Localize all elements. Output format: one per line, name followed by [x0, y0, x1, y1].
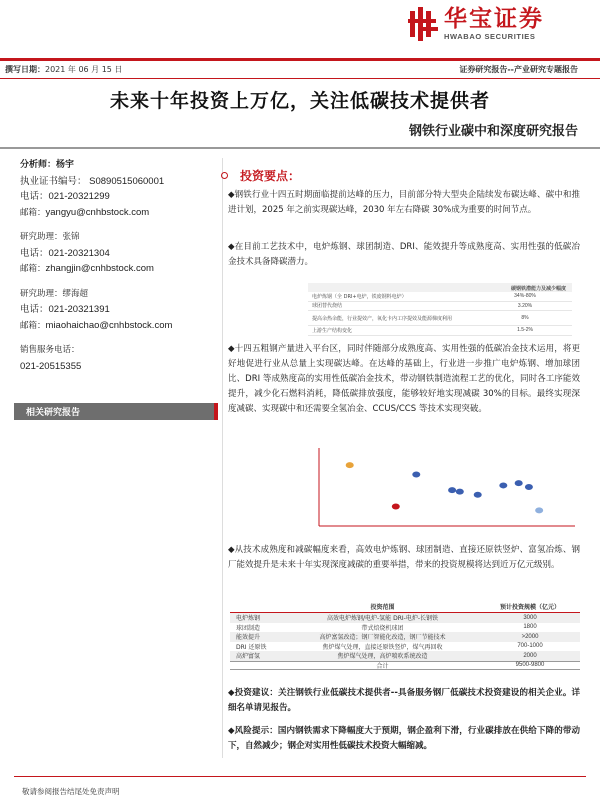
- scatter-point: [515, 480, 523, 486]
- footer-rule: [14, 776, 586, 777]
- column-divider: [222, 158, 223, 758]
- table-row: 能效提升 高炉富氢改造；钢厂智能化改造，钢厂节能技术 >2000: [230, 632, 580, 642]
- scatter-point: [392, 504, 400, 510]
- title-rule: [0, 147, 600, 149]
- table-total-row: 合计 9500-9800: [230, 661, 580, 671]
- point-3: ◆十四五粗钢产量进入平台区，同时伴随部分成熟度高、实用性强的低碳冶金技术运用，将更好地促进行业从总量上实现碳达峰。在达峰的基础上，行业进一步推广电炉炼钢、增加球团比、DRI 等成熟度高的实用性低碳冶金技术，带动钢铁制造流程工艺的优化，同时各工序能效提升，减少化石燃料消耗，降低碳排放强度，能够较好地实现减碳 30%的目标。最终实现深度减碳、实现碳中和还需要全氢冶金、CCUS/CCS 等技术实现突破。: [228, 344, 580, 414]
- point-4: ◆从技术成熟度和减碳幅度来看，高效电炉炼钢、球团制造、直接还原铁竖炉、富氢冶炼、钢厂能效提升是未来十年实现深度减碳的重要举措，带来的投资规模将达到近万亿元级别。: [228, 545, 580, 570]
- investment-advice: ◆投资建议：关注钢铁行业低碳技术提供者--具备服务钢厂低碳技术投资建设的相关企业。详细名单请见报告。: [228, 688, 580, 713]
- scatter-point: [346, 462, 354, 468]
- report-type: 证券研究报告--产业研究专题报告: [459, 65, 578, 74]
- circle-bullet-icon: [221, 172, 228, 179]
- logo-mark-icon: [408, 7, 438, 41]
- table-header-row: 投资范围 预计投资规模（亿元）: [230, 601, 580, 613]
- risk-warning: ◆风险提示：国内钢铁需求下降幅度大于预期，钢企盈利下滑，行业碳排放在供给下降的带动下，自然减少；钢企对实用性低碳技术投资大幅缩减。: [228, 726, 580, 751]
- header-rule-thin: [0, 78, 600, 79]
- analyst-panel: [20, 158, 205, 374]
- scatter-point: [535, 507, 543, 513]
- table-row: 电炉炼钢 高效电炉炼钢/电炉-氢能 DRI-电炉-长钢铁 3000: [230, 613, 580, 623]
- table-row: 高炉富氢 焦炉煤气处理，高炉喷吹系统改造 2000: [230, 651, 580, 661]
- table-row: 球团制造 带式焙烧机球团 1800: [236, 624, 537, 632]
- page-title: 未来十年投资上万亿，关注低碳技术提供者: [109, 90, 490, 112]
- brand-name-cn: 华宝证券: [444, 6, 544, 32]
- related-reports-accent: [214, 403, 218, 420]
- scatter-point: [474, 492, 482, 498]
- email-link[interactable]: yangyu@cnhbstock.com: [45, 206, 150, 218]
- investment-table: [230, 601, 580, 670]
- email-link[interactable]: miaohaichao@cnhbstock.com: [45, 319, 173, 331]
- email-link[interactable]: zhangjin@cnhbstock.com: [45, 263, 154, 274]
- scatter-point: [448, 487, 456, 493]
- header-rule: [0, 58, 600, 61]
- analyst-2: 研究助理：张锦 电话：021-20321304 邮箱：zhangjin@cnhbstock.com: [20, 232, 154, 274]
- table-row: DRI 还原铁 焦炉煤气处理，直接还原铁竖炉，煤气再回收 700-1000: [236, 643, 543, 651]
- key-points-heading: 投资要点：: [221, 167, 300, 184]
- table-row: 上游生产结构变化 1.5-2%: [308, 326, 572, 336]
- table-row: 电炉炼钢（全 DRI+电炉，铁废钢料电炉） 34%-80%: [308, 292, 572, 302]
- scatter-point: [499, 482, 507, 488]
- analyst-1: 分析师：杨宇 执业证书编号： S0890515060001 电话：021-20321299 邮箱：yangyu@cnhbstock.com: [20, 160, 165, 218]
- scatter-plot: [297, 444, 577, 534]
- table-header: 碳钢铁潜能力及减少幅度: [308, 283, 572, 292]
- report-date: 撰写日期：2021 年 06 月 15 日: [5, 65, 123, 74]
- maturity-scatter-chart: [297, 444, 577, 534]
- brand-name-en: HWABAO SECURITIES: [444, 32, 536, 41]
- page-subtitle: 钢铁行业碳中和深度研究报告: [408, 124, 578, 139]
- table-row: 提高余热余能，行业提效产，氧化卡内工序提效及能源梯度利用 8%: [308, 311, 572, 326]
- point-1: ◆钢铁行业十四五时期面临提前达峰的压力，目前部分特大型央企陆续发布碳达峰、碳中和推进计划，2025 年之前实现碳达峰，2030 年左右降碳 30%成为重要的时间节点。: [228, 190, 580, 215]
- footer-disclaimer: 敬请参阅报告结尾处免责声明: [22, 787, 120, 796]
- company-logo: [408, 6, 544, 41]
- scatter-point: [456, 489, 464, 495]
- scatter-point: [525, 484, 533, 490]
- emission-reduction-table: [308, 283, 572, 336]
- point-2: ◆在目前工艺技术中，电炉炼钢、球团制造、DRI、能效提升等成熟度高、实用性强的低碳冶金技术具备降碳潜力。: [228, 242, 580, 267]
- scatter-point: [412, 472, 420, 478]
- sales-contact: 销售服务电话： 021-20515355: [20, 345, 82, 372]
- related-reports-header: 相关研究报告: [14, 403, 214, 420]
- analyst-3: 研究助理：缪海超 电话：021-20321391 邮箱：miaohaichao@cnhbstock.com: [20, 288, 173, 331]
- table-row: 球团替代烧结 3.20%: [308, 302, 572, 312]
